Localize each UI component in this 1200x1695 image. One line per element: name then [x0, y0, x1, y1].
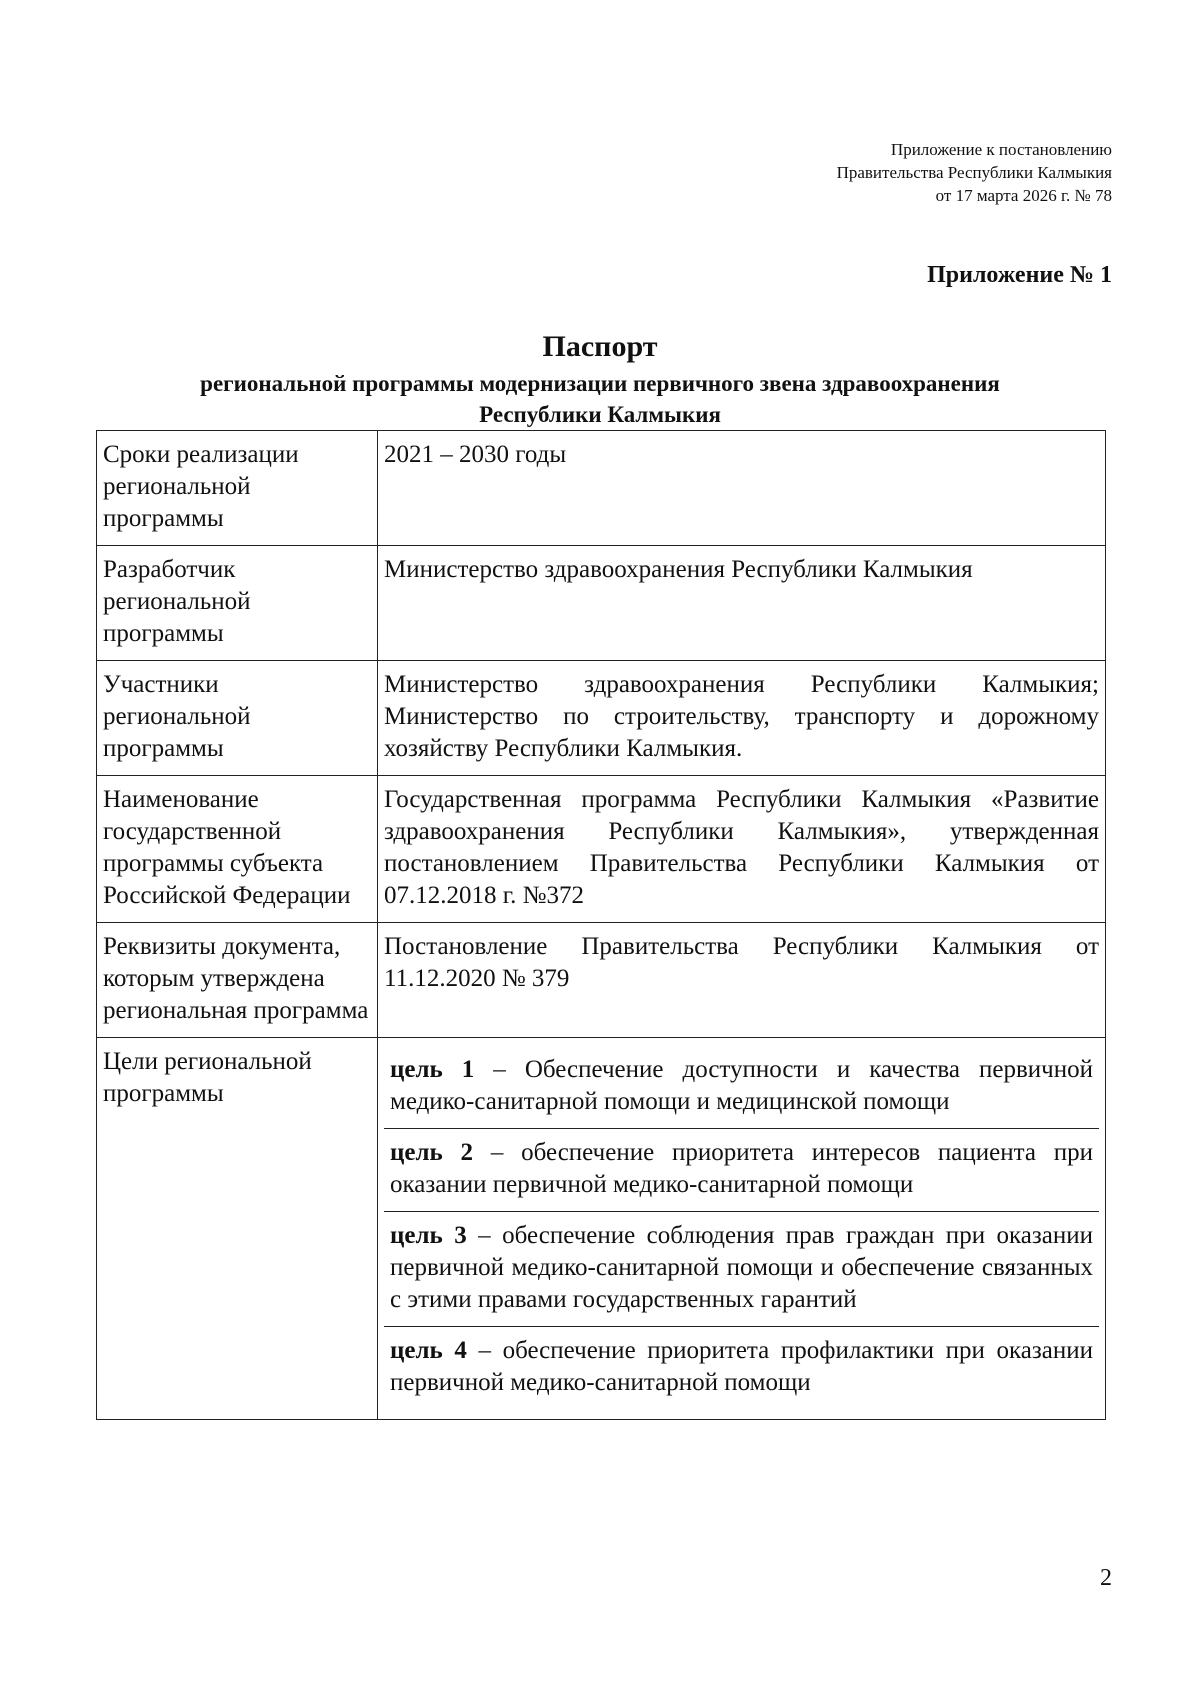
approval-line-2: Правительства Республики Калмыкия: [836, 163, 1112, 182]
passport-table: [96, 430, 1106, 1420]
document-subtitle: [90, 368, 1110, 430]
goals-row: [97, 1038, 1106, 1420]
row-label: Сроки реализации региональной программы: [97, 431, 378, 546]
row-label: Участники региональной программы: [97, 661, 378, 776]
goal-prefix: цель 1: [390, 1056, 475, 1083]
document-title: Паспорт: [542, 330, 658, 363]
approval-line-3: от 17 марта 2026 г. № 78: [935, 186, 1112, 205]
row-value: 2021 – 2030 годы: [378, 431, 1106, 546]
goal-text: – Обеспечение доступности и качества первичной медико-санитарной помощи и медицинской помощи: [390, 1056, 1093, 1115]
row-label: Наименование государственной программы субъекта Российской Федерации: [97, 776, 378, 923]
page-number: 2: [1100, 1565, 1112, 1591]
table-row: [97, 661, 1106, 776]
annex-number: Приложение № 1: [927, 262, 1112, 288]
row-value: Министерство здравоохранения Республики Калмыкия; Министерство по строительству, транспорту и дорожному хозяйству Республики Калмыкия.: [378, 661, 1106, 776]
row-label: Реквизиты документа, которым утверждена региональная программа: [97, 923, 378, 1038]
subtitle-line-1: региональной программы модернизации первичного звена здравоохранения: [200, 371, 1000, 396]
goal-item: [384, 1327, 1099, 1409]
goal-item: [384, 1129, 1099, 1212]
table-row: [97, 546, 1106, 661]
goal-prefix: цель 4: [390, 1337, 467, 1364]
goal-item: [384, 1046, 1099, 1129]
goal-prefix: цель 3: [390, 1222, 467, 1249]
table-row: [97, 776, 1106, 923]
row-value: Постановление Правительства Республики Калмыкия от 11.12.2020 № 379: [378, 923, 1106, 1038]
goal-prefix: цель 2: [390, 1139, 474, 1166]
row-value: Государственная программа Республики Калмыкия «Развитие здравоохранения Республики Калмыкия», утвержденная постановлением Правительства Республики Калмыкия от 07.12.2018 г. №372: [378, 776, 1106, 923]
subtitle-line-2: Республики Калмыкия: [479, 402, 721, 427]
row-label: Разработчик региональной программы: [97, 546, 378, 661]
goals-label: Цели региональной программы: [97, 1038, 378, 1420]
approval-note: [837, 138, 1112, 207]
goals-list: [378, 1038, 1106, 1420]
table-row: [97, 431, 1106, 546]
goal-text: – обеспечение приоритета профилактики при оказании первичной медико-санитарной помощи: [390, 1337, 1093, 1396]
goal-text: – обеспечение соблюдения прав граждан при оказании первичной медико-санитарной помощи и обеспечение связанных с этими правами государственных гарантий: [390, 1222, 1094, 1313]
approval-line-1: Приложение к постановлению: [890, 140, 1112, 159]
row-value: Министерство здравоохранения Республики Калмыкия: [378, 546, 1106, 661]
goal-item: [384, 1212, 1099, 1327]
goal-text: – обеспечение приоритета интересов пациента при оказании первичной медико-санитарной помощи: [390, 1139, 1093, 1198]
table-row: [97, 923, 1106, 1038]
